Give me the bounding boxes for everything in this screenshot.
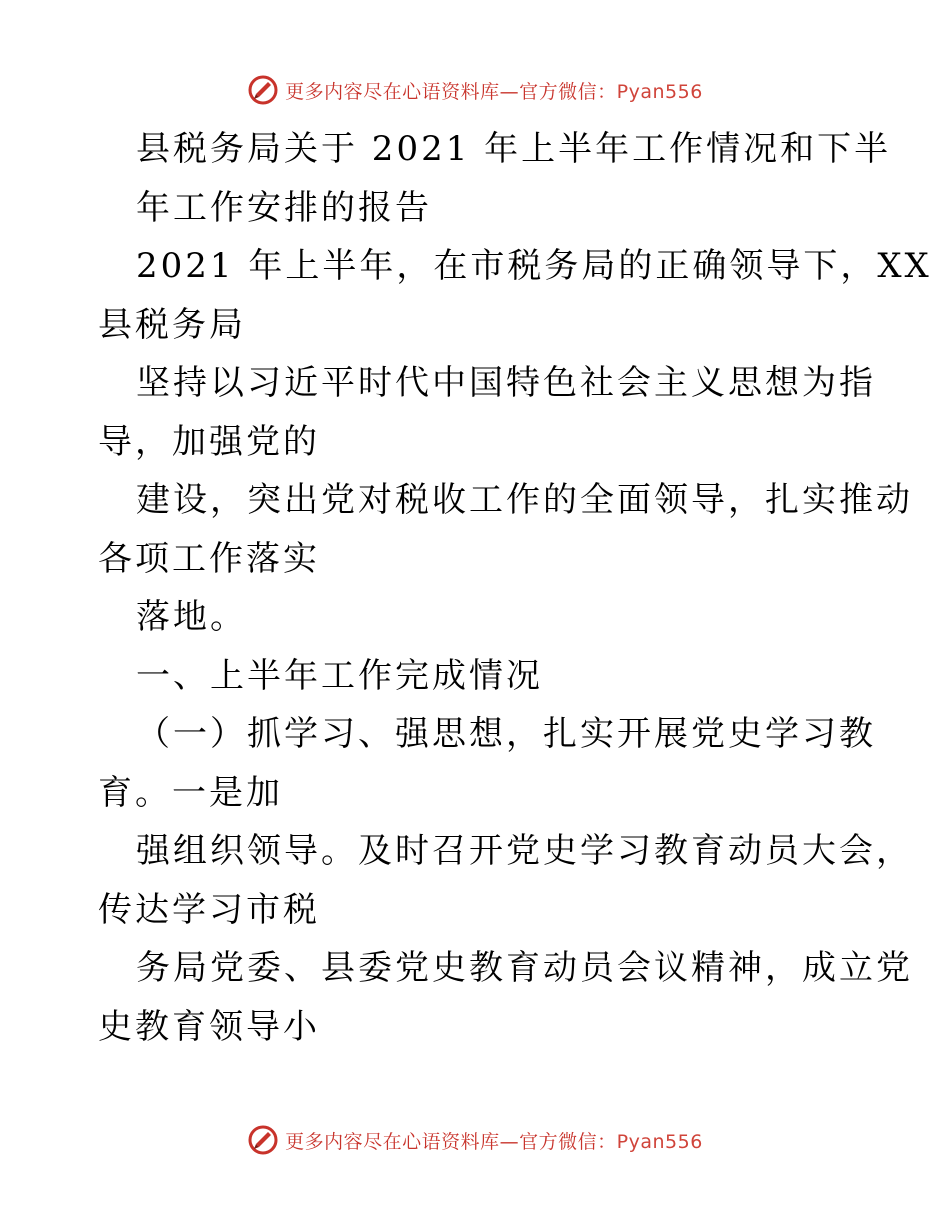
watermark-id: Pyan556 — [616, 80, 703, 103]
text-line: 史教育领导小 — [98, 1006, 320, 1047]
brand-logo-icon — [247, 1124, 279, 1156]
text-line: 年工作安排的报告 — [136, 187, 432, 228]
text-line: 坚持以习近平时代中国特色社会主义思想为指 — [136, 363, 876, 403]
text-line: 县税务局关于 2021 年上半年工作情况和下半 — [136, 129, 892, 169]
text-line: 建设，突出党对税收工作的全面领导，扎实推动 — [136, 480, 913, 520]
brand-logo-icon — [247, 74, 279, 106]
text-line: 落地。 — [136, 597, 247, 637]
text-line: （一）抓学习、强思想，扎实开展党史学习教 — [136, 714, 876, 754]
watermark-id: Pyan556 — [616, 1130, 703, 1153]
text-line: 一、上半年工作完成情况 — [136, 655, 543, 696]
text-line: 传达学习市税 — [98, 889, 320, 930]
text-line: 强组织领导。及时召开党史学习教育动员大会， — [136, 831, 913, 871]
document-body — [98, 120, 932, 1056]
text-line: 各项工作落实 — [98, 538, 320, 579]
text-line: 导，加强党的 — [98, 421, 320, 462]
text-line: 县税务局 — [98, 304, 246, 345]
text-line: 2021 年上半年，在市税务局的正确领导下，XX — [136, 246, 932, 286]
footer-watermark — [0, 1120, 950, 1160]
watermark-text: 更多内容尽在心语资料库—官方微信： — [285, 1130, 617, 1153]
watermark-text: 更多内容尽在心语资料库—官方微信： — [285, 80, 617, 103]
text-line: 育。一是加 — [98, 772, 283, 813]
header-watermark — [0, 70, 950, 110]
text-line: 务局党委、县委党史教育动员会议精神，成立党 — [136, 948, 913, 988]
